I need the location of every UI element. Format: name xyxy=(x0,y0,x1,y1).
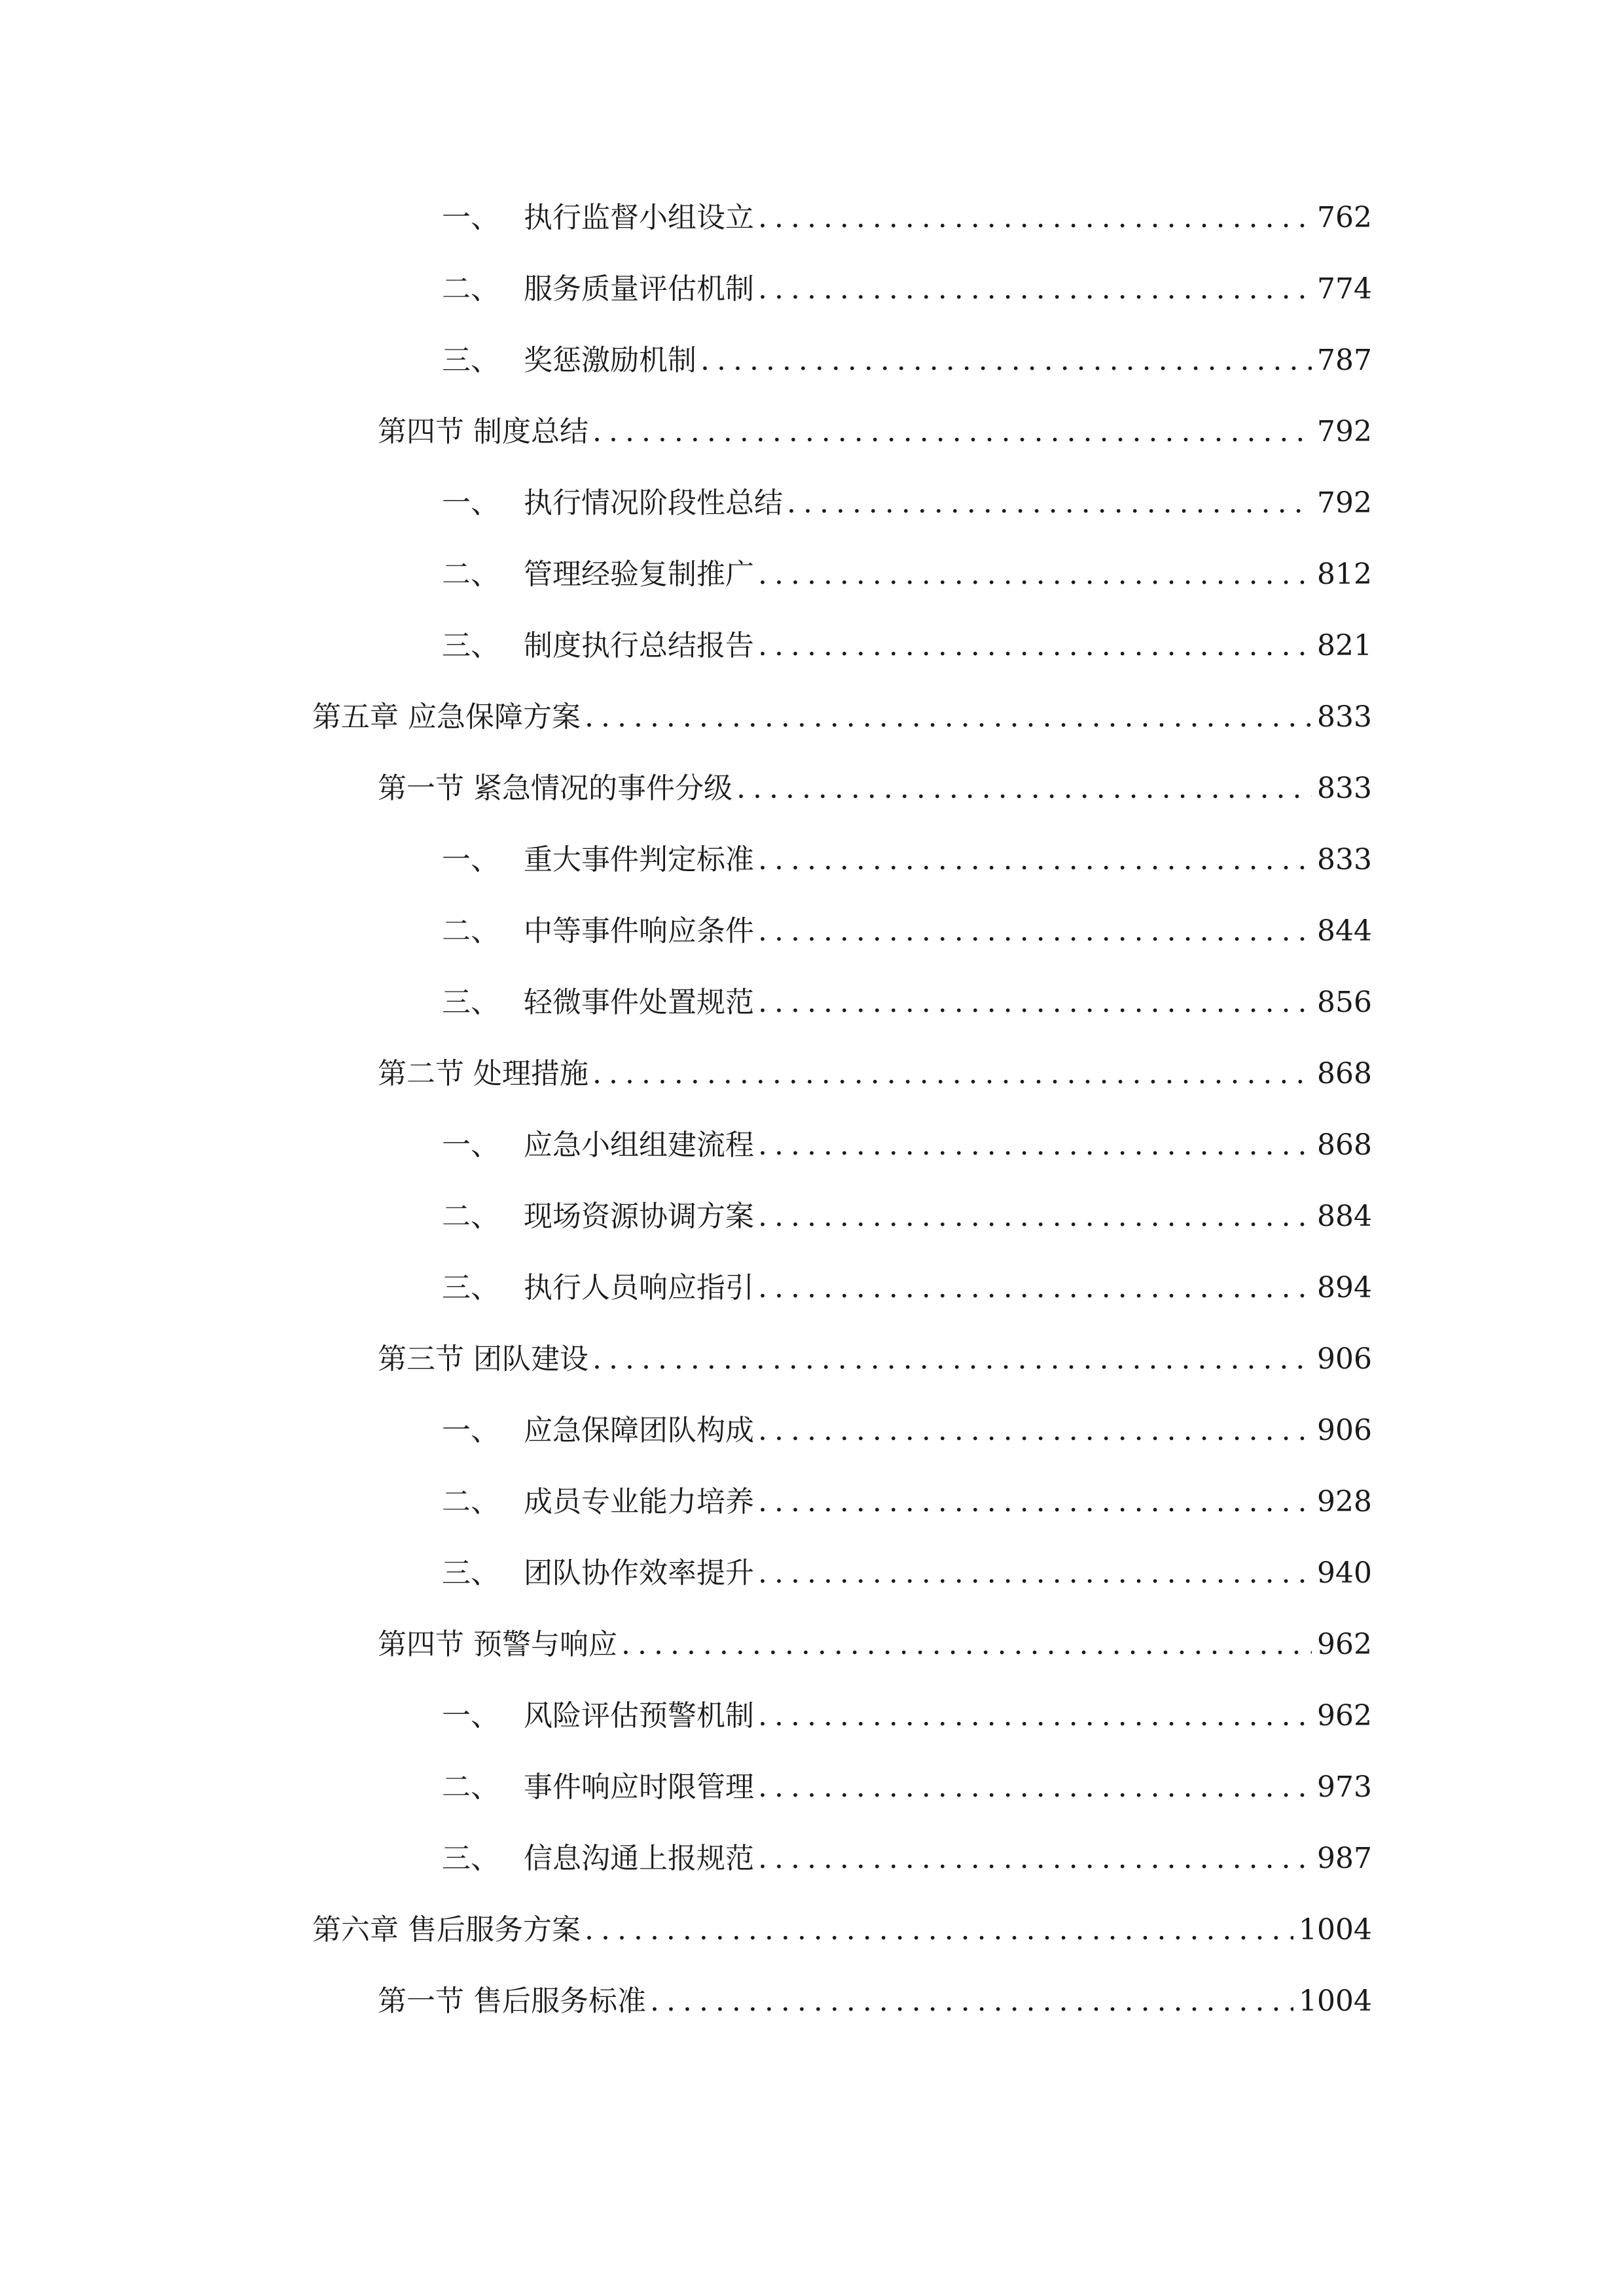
toc-entry[interactable] xyxy=(312,1904,1372,1956)
entry-page-number: 833 xyxy=(1317,700,1372,734)
entry-page-number: 844 xyxy=(1317,914,1372,948)
dot-leader xyxy=(758,1690,1312,1742)
dot-leader xyxy=(758,1405,1312,1457)
toc-entry[interactable] xyxy=(442,1690,1372,1742)
entry-page-number: 1004 xyxy=(1299,1913,1372,1946)
entry-title: 应急小组组建流程 xyxy=(524,1128,754,1162)
entry-page-number: 821 xyxy=(1317,629,1372,662)
entry-number: 二、 xyxy=(442,1770,499,1804)
entry-page-number: 868 xyxy=(1317,1057,1372,1090)
entry-page-number: 762 xyxy=(1317,201,1372,234)
entry-title: 第三节 团队建设 xyxy=(378,1342,588,1376)
entry-number: 一、 xyxy=(442,843,499,876)
toc-entry[interactable] xyxy=(378,1333,1372,1386)
toc-entry[interactable] xyxy=(442,834,1372,886)
entry-title: 重大事件判定标准 xyxy=(524,843,754,876)
entry-number: 二、 xyxy=(442,558,499,591)
toc-entry[interactable] xyxy=(442,192,1372,244)
entry-number: 三、 xyxy=(442,1842,499,1875)
entry-title: 第四节 预警与响应 xyxy=(378,1628,617,1661)
dot-leader xyxy=(758,1262,1312,1314)
entry-title: 执行监督小组设立 xyxy=(524,201,754,234)
dot-leader xyxy=(736,762,1312,815)
entry-title: 应急保障团队构成 xyxy=(524,1414,754,1447)
dot-leader xyxy=(758,1833,1312,1885)
entry-title: 轻微事件处置规范 xyxy=(524,986,754,1019)
dot-leader xyxy=(758,1476,1312,1528)
entry-number: 二、 xyxy=(442,1485,499,1518)
dot-leader xyxy=(758,548,1312,601)
entry-number: 二、 xyxy=(442,1200,499,1233)
entry-page-number: 812 xyxy=(1317,558,1372,591)
entry-page-number: 973 xyxy=(1317,1770,1372,1804)
toc-entry[interactable] xyxy=(312,691,1372,744)
toc-entry[interactable] xyxy=(378,406,1372,458)
dot-leader xyxy=(787,477,1312,529)
entry-page-number: 906 xyxy=(1317,1414,1372,1447)
entry-number: 一、 xyxy=(442,1128,499,1162)
dot-leader xyxy=(758,834,1312,886)
toc-entry[interactable] xyxy=(442,548,1372,601)
toc-entry[interactable] xyxy=(378,1048,1372,1100)
dot-leader xyxy=(758,977,1312,1029)
entry-page-number: 774 xyxy=(1317,272,1372,306)
entry-page-number: 962 xyxy=(1317,1628,1372,1661)
entry-title: 执行情况阶段性总结 xyxy=(524,486,783,520)
dot-leader xyxy=(650,1975,1293,2028)
toc-entry[interactable] xyxy=(442,977,1372,1029)
toc-entry[interactable] xyxy=(442,1761,1372,1814)
entry-page-number: 894 xyxy=(1317,1271,1372,1304)
entry-title: 第五章 应急保障方案 xyxy=(312,700,581,734)
entry-title: 现场资源协调方案 xyxy=(524,1200,754,1233)
entry-page-number: 987 xyxy=(1317,1842,1372,1875)
toc-entry[interactable] xyxy=(442,1119,1372,1172)
dot-leader xyxy=(758,905,1312,958)
toc-entry[interactable] xyxy=(442,1833,1372,1885)
dot-leader xyxy=(585,1904,1293,1956)
toc-entry[interactable] xyxy=(442,1547,1372,1600)
entry-page-number: 1004 xyxy=(1299,1984,1372,2018)
dot-leader xyxy=(585,691,1312,744)
toc-entry[interactable] xyxy=(378,1619,1372,1671)
toc-entry[interactable] xyxy=(378,762,1372,815)
entry-number: 二、 xyxy=(442,272,499,306)
entry-number: 三、 xyxy=(442,344,499,377)
dot-leader xyxy=(758,1191,1312,1243)
entry-number: 三、 xyxy=(442,986,499,1019)
entry-page-number: 884 xyxy=(1317,1200,1372,1233)
entry-title: 中等事件响应条件 xyxy=(524,914,754,948)
entry-title: 制度执行总结报告 xyxy=(524,629,754,662)
entry-title: 第一节 售后服务标准 xyxy=(378,1984,646,2018)
entry-number: 三、 xyxy=(442,1271,499,1304)
dot-leader xyxy=(621,1619,1312,1671)
dot-leader xyxy=(592,406,1312,458)
entry-title: 风险评估预警机制 xyxy=(524,1699,754,1732)
entry-page-number: 928 xyxy=(1317,1485,1372,1518)
toc-entry[interactable] xyxy=(442,263,1372,315)
dot-leader xyxy=(592,1048,1312,1100)
dot-leader xyxy=(758,620,1312,672)
entry-page-number: 962 xyxy=(1317,1699,1372,1732)
toc-entry[interactable] xyxy=(442,1476,1372,1528)
entry-title: 奖惩激励机制 xyxy=(524,344,696,377)
entry-title: 第六章 售后服务方案 xyxy=(312,1913,581,1946)
entry-number: 一、 xyxy=(442,1414,499,1447)
toc-entry[interactable] xyxy=(442,905,1372,958)
entry-title: 第二节 处理措施 xyxy=(378,1057,588,1090)
toc-entry[interactable] xyxy=(442,1262,1372,1314)
entry-page-number: 906 xyxy=(1317,1342,1372,1376)
entry-number: 二、 xyxy=(442,914,499,948)
entry-number: 三、 xyxy=(442,629,499,662)
entry-page-number: 792 xyxy=(1317,486,1372,520)
toc-entry[interactable] xyxy=(442,334,1372,387)
toc-entry[interactable] xyxy=(442,620,1372,672)
entry-title: 第一节 紧急情况的事件分级 xyxy=(378,772,732,805)
entry-number: 一、 xyxy=(442,1699,499,1732)
dot-leader xyxy=(758,263,1312,315)
entry-page-number: 868 xyxy=(1317,1128,1372,1162)
dot-leader xyxy=(758,1119,1312,1172)
toc-entry[interactable] xyxy=(442,1191,1372,1243)
entry-number: 一、 xyxy=(442,201,499,234)
entry-title: 成员专业能力培养 xyxy=(524,1485,754,1518)
entry-page-number: 833 xyxy=(1317,772,1372,805)
dot-leader xyxy=(758,192,1312,244)
entry-title: 信息沟通上报规范 xyxy=(524,1842,754,1875)
entry-page-number: 940 xyxy=(1317,1556,1372,1590)
dot-leader xyxy=(758,1761,1312,1814)
entry-page-number: 792 xyxy=(1317,415,1372,448)
entry-title: 服务质量评估机制 xyxy=(524,272,754,306)
dot-leader xyxy=(758,1547,1312,1600)
dot-leader xyxy=(700,334,1312,387)
entry-page-number: 856 xyxy=(1317,986,1372,1019)
entry-title: 执行人员响应指引 xyxy=(524,1271,754,1304)
entry-number: 三、 xyxy=(442,1556,499,1590)
dot-leader xyxy=(592,1333,1312,1386)
toc-entry[interactable] xyxy=(378,1975,1372,2028)
entry-title: 第四节 制度总结 xyxy=(378,415,588,448)
entry-title: 管理经验复制推广 xyxy=(524,558,754,591)
entry-title: 团队协作效率提升 xyxy=(524,1556,754,1590)
toc-entry[interactable] xyxy=(442,1405,1372,1457)
toc-entry[interactable] xyxy=(442,477,1372,529)
entry-number: 一、 xyxy=(442,486,499,520)
entry-title: 事件响应时限管理 xyxy=(524,1770,754,1804)
entry-page-number: 833 xyxy=(1317,843,1372,876)
entry-page-number: 787 xyxy=(1317,344,1372,377)
